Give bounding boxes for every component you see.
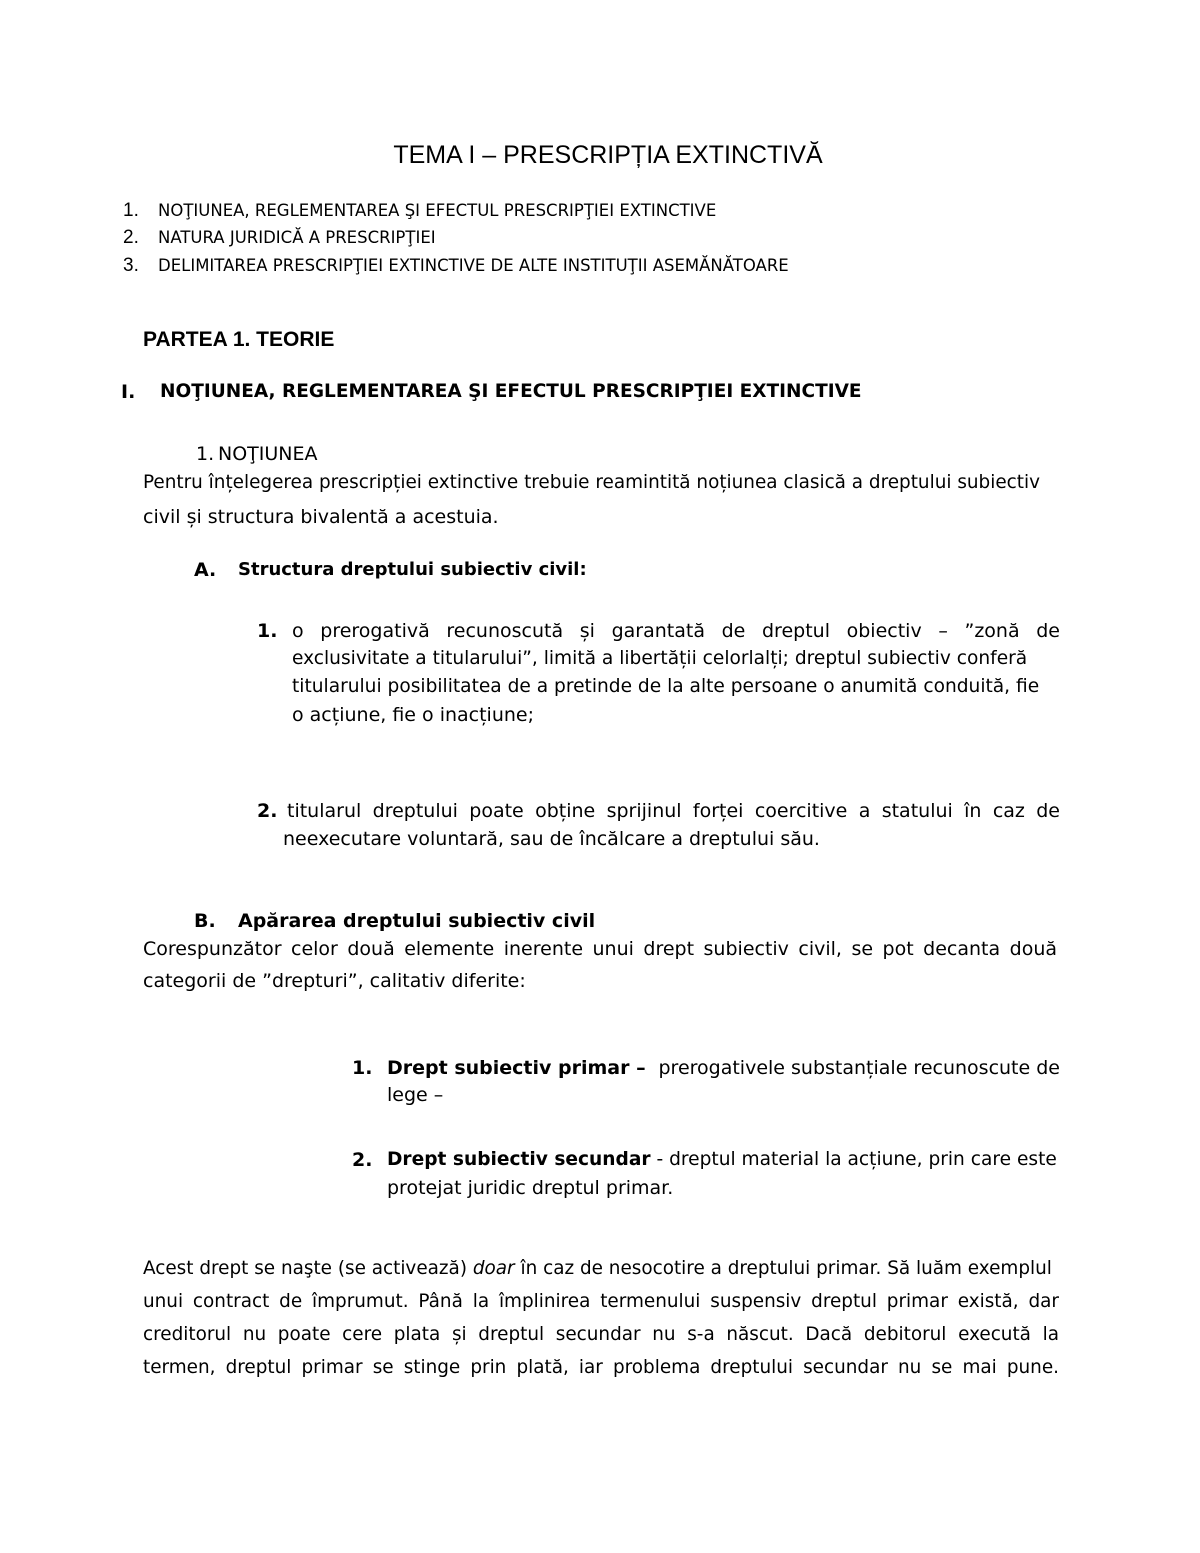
item-number: 1. xyxy=(257,620,278,642)
subsection-number: 1. xyxy=(196,443,215,465)
item-definition: prerogativele substanțiale recunoscute de xyxy=(658,1057,1060,1079)
item-number: 2. xyxy=(352,1149,373,1171)
item-line: lege – xyxy=(387,1084,444,1106)
paragraph-line: termen, dreptul primar se stinge prin plată, iar problema dreptului secundar nu se mai pune. xyxy=(143,1357,1059,1378)
item-line: o acțiune, fie o inacțiune; xyxy=(292,704,535,726)
item-number: 1. xyxy=(352,1057,373,1079)
item-line: o prerogativă recunoscută și garantată de dreptul obiectiv – ”zonă de xyxy=(292,620,1060,642)
subsection-heading: NOŢIUNEA xyxy=(218,443,318,465)
paragraph-line: categorii de ”drepturi”, calitativ diferite: xyxy=(143,970,526,992)
section-heading: NOŢIUNEA, REGLEMENTAREA ŞI EFECTUL PRESCRIPŢIEI EXTINCTIVE xyxy=(160,381,862,402)
item-line: neexecutare voluntară, sau de încălcare a dreptului său. xyxy=(283,828,820,850)
item-line xyxy=(387,1057,1060,1079)
item-line xyxy=(387,1149,1057,1170)
paragraph-line: Pentru înțelegerea prescripției extinctive trebuie reamintită noțiunea clasică a dreptului subiectiv xyxy=(143,472,1040,493)
item-line: exclusivitate a titularului”, limită a libertății celorlalți; dreptul subiectiv conferă xyxy=(292,648,1028,669)
paragraph-line: unui contract de împrumut. Până la împlinirea termenului suspensiv dreptul primar există, dar xyxy=(143,1291,1059,1312)
outline-number: 1. xyxy=(123,200,139,221)
closing-emphasis: doar xyxy=(472,1258,515,1279)
heading-b-letter: B. xyxy=(194,910,216,932)
paragraph-line xyxy=(143,1258,1052,1279)
item-term: Drept subiectiv primar – xyxy=(387,1057,646,1079)
item-line: protejat juridic dreptul primar. xyxy=(387,1177,674,1199)
item-term: Drept subiectiv secundar xyxy=(387,1149,651,1170)
heading-b: Apărarea dreptului subiectiv civil xyxy=(238,910,596,932)
heading-a: Structura dreptului subiectiv civil: xyxy=(238,559,587,580)
outline-number: 3. xyxy=(123,255,139,276)
item-number: 2. xyxy=(257,800,278,822)
outline-item: NOŢIUNEA, REGLEMENTAREA ŞI EFECTUL PRESCRIPŢIEI EXTINCTIVE xyxy=(158,201,717,220)
item-definition: - dreptul material la acțiune, prin care este xyxy=(656,1149,1057,1170)
paragraph-line: Corespunzător celor două elemente inerente unui drept subiectiv civil, se pot decanta două xyxy=(143,938,1057,960)
heading-a-letter: A. xyxy=(194,559,217,581)
paragraph-line: creditorul nu poate cere plata și dreptul secundar nu s-a născut. Dacă debitorul execută la xyxy=(143,1324,1059,1345)
paragraph-line: civil și structura bivalentă a acestuia. xyxy=(143,506,499,528)
item-line: titularului posibilitatea de a pretinde de la alte persoane o anumită conduită, fie xyxy=(292,676,1040,697)
outline-item: DELIMITAREA PRESCRIPŢIEI EXTINCTIVE DE ALTE INSTITUŢII ASEMĂNĂTOARE xyxy=(158,256,789,275)
item-line: titularul dreptului poate obține sprijinul forței coercitive a statului în caz de xyxy=(287,800,1060,822)
closing-text: în caz de nesocotire a dreptului primar. Să luăm exemplul xyxy=(520,1258,1052,1279)
outline-number: 2. xyxy=(123,227,139,248)
document-title: TEMA I – PRESCRIPȚIA EXTINCTIVĂ xyxy=(393,141,823,169)
section-number: I. xyxy=(121,381,136,403)
outline-item: NATURA JURIDICĂ A PRESCRIPŢIEI xyxy=(158,228,436,247)
closing-text: Acest drept se naşte (se activează) xyxy=(143,1258,467,1279)
part-heading: PARTEA 1. TEORIE xyxy=(143,328,335,351)
